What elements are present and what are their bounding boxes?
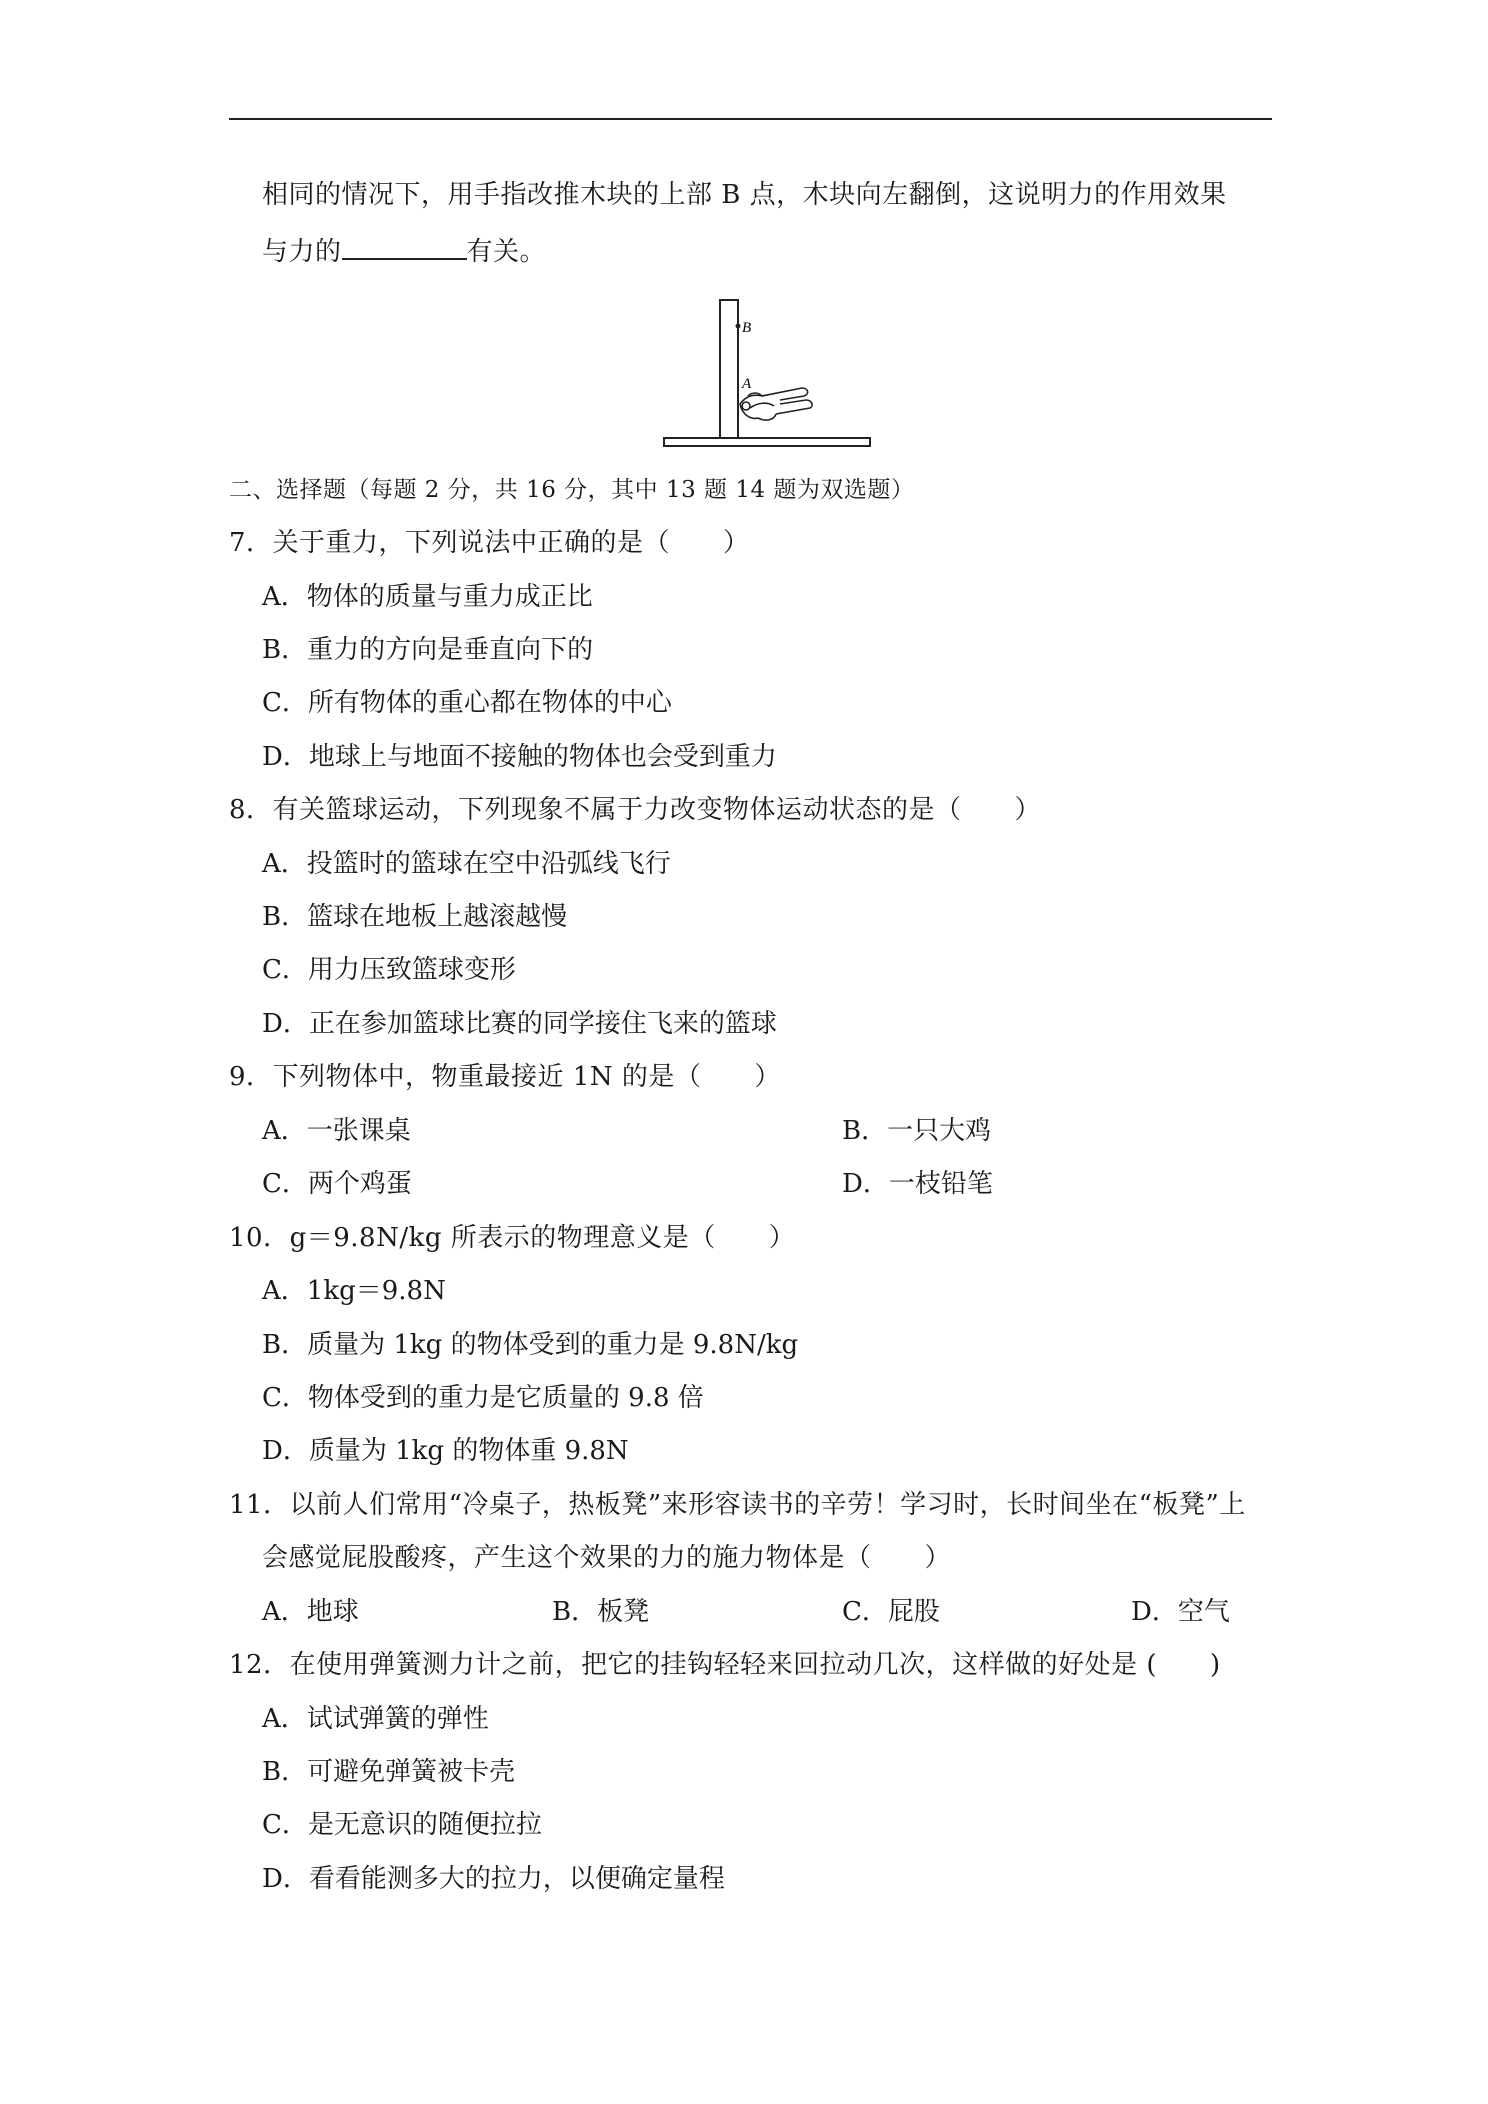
question-8-option-c[interactable]: C．用力压致篮球变形 <box>262 955 516 985</box>
answer-blank[interactable] <box>342 234 467 260</box>
hand-icon <box>740 388 812 420</box>
question-9-option-b[interactable]: B．一只大鸡 <box>842 1116 992 1146</box>
continuation-line-1: 相同的情况下，用手指改推木块的上部 B 点，木块向左翻倒，这说明力的作用效果 <box>262 180 1227 210</box>
continuation-line-2-suffix: 有关。 <box>466 237 547 267</box>
section-heading: 二、选择题（每题 2 分，共 16 分，其中 13 题 14 题为双选题） <box>229 477 915 503</box>
question-10-option-c[interactable]: C．物体受到的重力是它质量的 9.8 倍 <box>262 1383 704 1413</box>
question-9-stem: 9．下列物体中，物重最接近 1N 的是（ ） <box>229 1062 781 1092</box>
continuation-line-2-prefix: 与力的 <box>262 237 342 267</box>
continuation-line-2 <box>262 234 546 269</box>
question-7-option-c[interactable]: C．所有物体的重心都在物体的中心 <box>262 688 672 718</box>
question-11-option-a[interactable]: A．地球 <box>262 1597 359 1627</box>
hand-pushing-block-figure <box>662 296 872 456</box>
header-rule <box>229 118 1272 120</box>
point-b-label: B <box>742 320 752 336</box>
question-8-stem: 8．有关篮球运动，下列现象不属于力改变物体运动状态的是（ ） <box>229 795 1042 825</box>
question-11-option-d[interactable]: D．空气 <box>1131 1597 1230 1627</box>
question-8-option-d[interactable]: D．正在参加篮球比赛的同学接住飞来的篮球 <box>262 1009 777 1039</box>
question-12-option-c[interactable]: C．是无意识的随便拉拉 <box>262 1810 542 1840</box>
question-9-option-a[interactable]: A．一张课桌 <box>262 1116 411 1146</box>
question-11-stem-line-1: 11．以前人们常用“冷桌子，热板凳”来形容读书的辛劳！学习时，长时间坐在“板凳”上 <box>229 1490 1246 1520</box>
question-10-option-a[interactable]: A．1kg＝9.8N <box>262 1276 446 1306</box>
question-8-option-a[interactable]: A．投篮时的篮球在空中沿弧线飞行 <box>262 849 671 879</box>
question-10-option-d[interactable]: D．质量为 1kg 的物体重 9.8N <box>262 1436 629 1466</box>
question-11-option-b[interactable]: B．板凳 <box>552 1597 650 1627</box>
question-12-stem: 12．在使用弹簧测力计之前，把它的挂钩轻轻来回拉动几次，这样做的好处是 ( ) <box>229 1650 1221 1680</box>
question-9-option-d[interactable]: D．一枝铅笔 <box>842 1169 993 1199</box>
point-b-marker <box>736 324 741 329</box>
question-12-option-b[interactable]: B．可避免弹簧被卡壳 <box>262 1757 516 1787</box>
question-9-option-c[interactable]: C．两个鸡蛋 <box>262 1169 412 1199</box>
question-11-option-c[interactable]: C．屁股 <box>842 1597 940 1627</box>
question-7-option-a[interactable]: A．物体的质量与重力成正比 <box>262 582 593 612</box>
question-8-option-b[interactable]: B．篮球在地板上越滚越慢 <box>262 902 568 932</box>
question-7-option-d[interactable]: D．地球上与地面不接触的物体也会受到重力 <box>262 742 777 772</box>
question-7-stem: 7．关于重力，下列说法中正确的是（ ） <box>229 528 750 558</box>
question-10-stem: 10．g＝9.8N/kg 所表示的物理意义是（ ） <box>229 1223 796 1253</box>
question-11-stem-line-2: 会感觉屁股酸疼，产生这个效果的力的施力物体是（ ） <box>262 1543 952 1573</box>
question-12-option-a[interactable]: A．试试弹簧的弹性 <box>262 1704 489 1734</box>
question-12-option-d[interactable]: D．看看能测多大的拉力，以便确定量程 <box>262 1864 725 1894</box>
question-7-option-b[interactable]: B．重力的方向是垂直向下的 <box>262 635 594 665</box>
question-10-option-b[interactable]: B．质量为 1kg 的物体受到的重力是 9.8N/kg <box>262 1330 799 1360</box>
point-a-label: A <box>742 376 752 392</box>
